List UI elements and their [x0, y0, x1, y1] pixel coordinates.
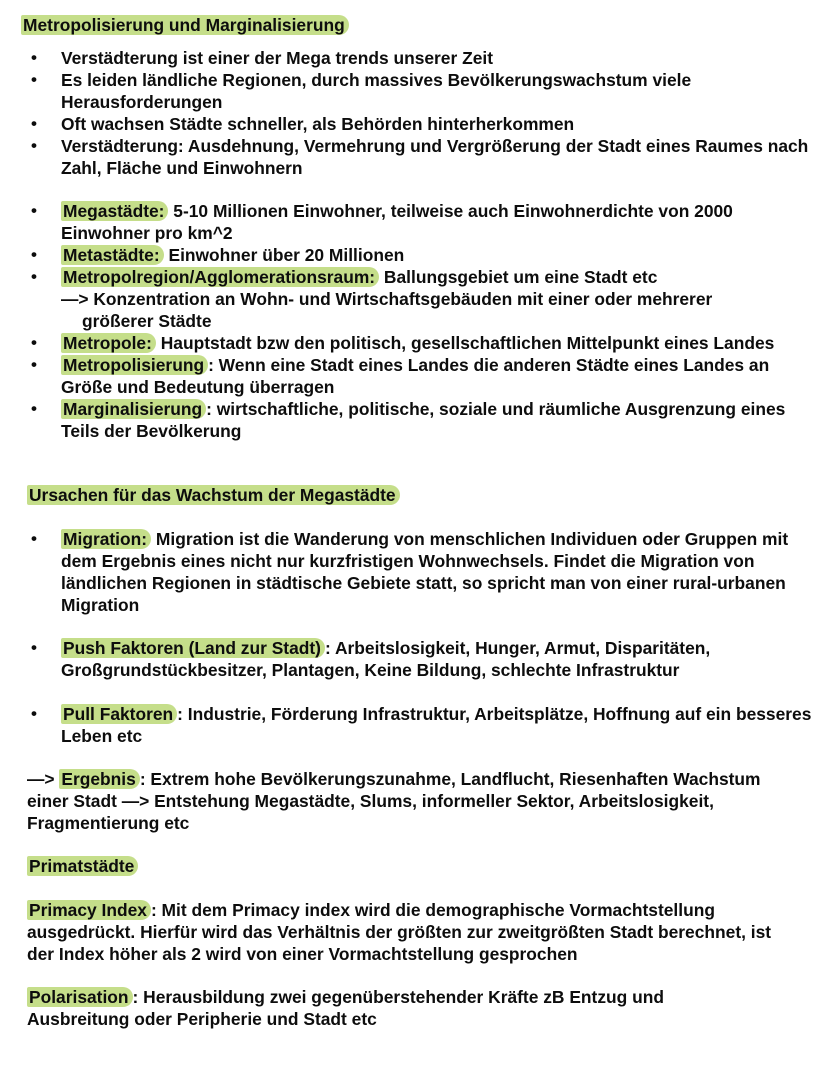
section-heading-causes	[27, 484, 400, 506]
term-highlight: Metropolregion/Agglomerationsraum:	[61, 267, 379, 287]
polarisation-text: : Herausbildung zwei gegenüberstehender Kräfte zB Entzug und Ausbreitung oder Peripherie und Stadt etc	[27, 987, 664, 1029]
definition-push-factors	[27, 637, 817, 681]
term-highlight: Polarisation	[27, 987, 133, 1007]
term-highlight: Megastädte:	[61, 201, 168, 221]
migration-list	[27, 528, 817, 616]
intro-bullet-list	[27, 47, 817, 179]
primacy-text: : Mit dem Primacy index wird die demographische Vormachtstellung ausgedrückt. Hierfür wird das Verhältnis der größten zur zweitgrößten Stadt berechnet, ist der Index höher als 2 wird von einer Vormachtstellung gesprochen	[27, 900, 772, 964]
definition-text: : wirtschaftliche, politische, soziale und räumliche Ausgrenzung eines Teils der Bevölkerung	[61, 399, 786, 441]
list-item: • Es leiden ländliche Regionen, durch massives Bevölkerungswachstum viele Herausforderungen	[27, 69, 817, 113]
term-highlight: Ergebnis	[59, 769, 139, 789]
primacy-paragraph	[27, 899, 802, 965]
definition-text: Hauptstadt bzw den politisch, gesellschaftlichen Mittelpunkt eines Landes	[155, 333, 775, 353]
definition-pull-factors	[27, 703, 817, 747]
definition-text: Migration ist die Wanderung von menschlichen Individuen oder Gruppen mit dem Ergebnis eines nicht nur kurzfristigen Wohnwechsels. Findet die Migration von ländlichen Regionen in städtische Gebiete statt, so spricht man von einer rural-urbanen Migration	[61, 529, 789, 615]
definition-marginalisierung	[27, 398, 817, 442]
heading-highlight: Primatstädte	[27, 856, 138, 876]
definition-text: Einwohner über 20 Millionen	[163, 245, 405, 265]
term-highlight: Migration:	[61, 529, 151, 549]
term-highlight: Push Faktoren (Land zur Stadt)	[61, 638, 325, 658]
arrow-continuation: größerer Städte	[82, 311, 212, 331]
term-highlight: Pull Faktoren	[61, 704, 177, 724]
result-text: : Extrem hohe Bevölkerungszunahme, Landflucht, Riesenhaften Wachstum einer Stadt —> Entstehung Megastädte, Slums, informeller Sektor, Arbeitslosigkeit, Fragmentierung etc	[27, 769, 761, 833]
definition-metropolregion	[27, 266, 817, 288]
definition-text: : Arbeitslosigkeit, Hunger, Armut, Disparitäten, Großgrundstückbesitzer, Plantagen, Keine Bildung, schlechte Infrastruktur	[61, 638, 711, 680]
page-title	[21, 14, 349, 36]
arrow-line: —> Konzentration an Wohn- und Wirtschaftsgebäuden mit einer oder mehrerer	[61, 289, 713, 309]
arrow-note	[27, 288, 812, 332]
definition-list	[27, 200, 817, 288]
definition-metropolisierung	[27, 354, 817, 398]
definition-list-continued	[27, 332, 817, 442]
pull-factors-list	[27, 703, 817, 747]
list-item: • Oft wachsen Städte schneller, als Behörden hinterherkommen	[27, 113, 817, 135]
list-item: • Verstädterung ist einer der Mega trends unserer Zeit	[27, 47, 817, 69]
definition-text: Ballungsgebiet um eine Stadt etc	[379, 267, 658, 287]
list-item: • Verstädterung: Ausdehnung, Vermehrung und Vergrößerung der Stadt eines Raumes nach Zahl, Fläche und Einwohnern	[27, 135, 817, 179]
definition-metropole	[27, 332, 817, 354]
term-highlight: Metastädte:	[61, 245, 164, 265]
title-highlight: Metropolisierung und Marginalisierung	[21, 15, 349, 35]
definition-text: : Wenn eine Stadt eines Landes die anderen Städte eines Landes an Größe und Bedeutung überragen	[61, 355, 770, 397]
definition-text: : Industrie, Förderung Infrastruktur, Arbeitsplätze, Hoffnung auf ein besseres Leben etc	[61, 704, 812, 746]
result-paragraph	[27, 768, 797, 834]
push-factors-list	[27, 637, 817, 681]
definition-migration	[27, 528, 817, 616]
definition-text: 5-10 Millionen Einwohner, teilweise auch Einwohnerdichte von 2000 Einwohner pro km^2	[61, 201, 733, 243]
term-highlight: Metropolisierung	[61, 355, 208, 375]
definition-megastaedte	[27, 200, 817, 244]
definition-metastaedte	[27, 244, 817, 266]
section-heading-primate	[27, 855, 138, 877]
polarisation-paragraph	[27, 986, 767, 1030]
term-highlight: Primacy Index	[27, 900, 151, 920]
term-highlight: Marginalisierung	[61, 399, 206, 419]
result-prefix: —>	[27, 769, 60, 789]
term-highlight: Metropole:	[61, 333, 156, 353]
heading-highlight: Ursachen für das Wachstum der Megastädte	[27, 485, 400, 505]
